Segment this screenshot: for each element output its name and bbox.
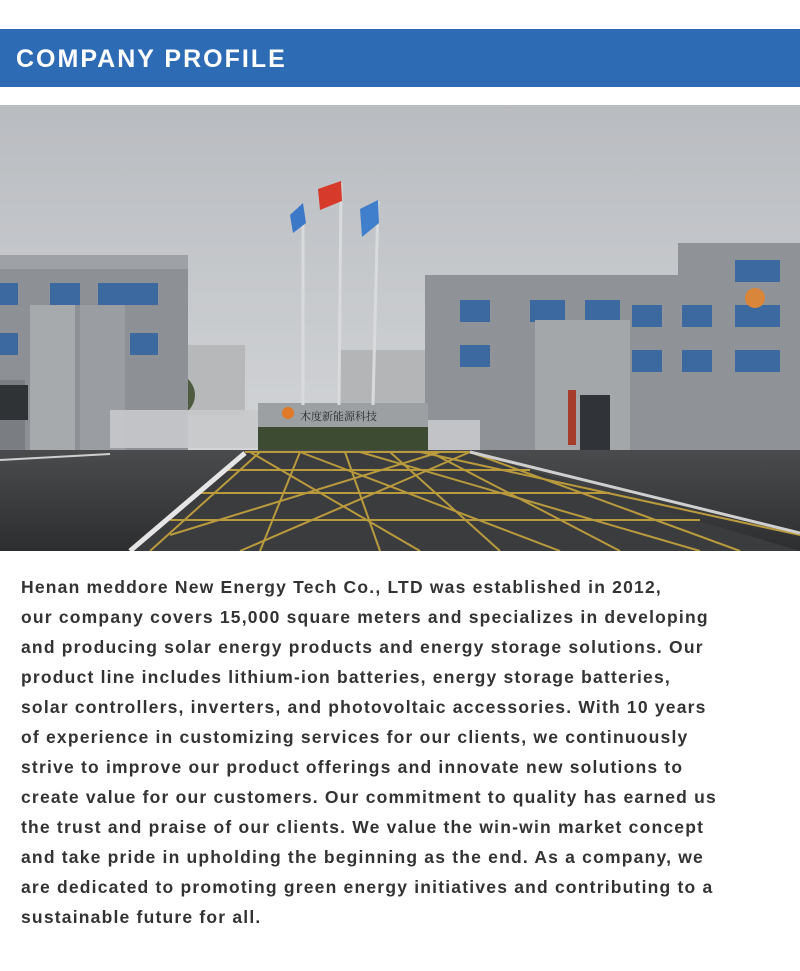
description-line: solar controllers, inverters, and photovoltaic accessories. With 10 years [21,697,707,717]
description-line: our company covers 15,000 square meters and specializes in developing [21,607,709,627]
distant-building [185,345,245,415]
gate-fence [425,420,480,450]
description-line: are dedicated to promoting green energy initiatives and contributing to a [21,877,714,897]
description-line: strive to improve our product offerings and innovate new solutions to [21,757,684,777]
sign-text: 木度新能源科技 [300,410,377,423]
flagpole [339,183,341,405]
description-line: sustainable future for all. [21,907,262,927]
hedge [258,425,428,451]
section-title: COMPANY PROFILE [16,45,287,73]
description-line: product line includes lithium-ion batteries, energy storage batteries, [21,667,671,687]
description-line: and producing solar energy products and energy storage solutions. Our [21,637,704,657]
description-line: the trust and praise of our clients. We value the win-win market concept [21,817,705,837]
sign-logo [282,407,294,419]
description-line: of experience in customizing services for our clients, we continuously [21,727,689,747]
section-header [0,29,800,87]
gate-fence [110,410,260,448]
description-line: create value for our customers. Our commitment to quality has earned us [21,787,717,807]
company-description [21,572,781,932]
description-line: Henan meddore New Energy Tech Co., LTD was established in 2012, [21,577,662,597]
factory-photo [0,105,800,551]
description-line: and take pride in upholding the beginning as the end. As a company, we [21,847,704,867]
